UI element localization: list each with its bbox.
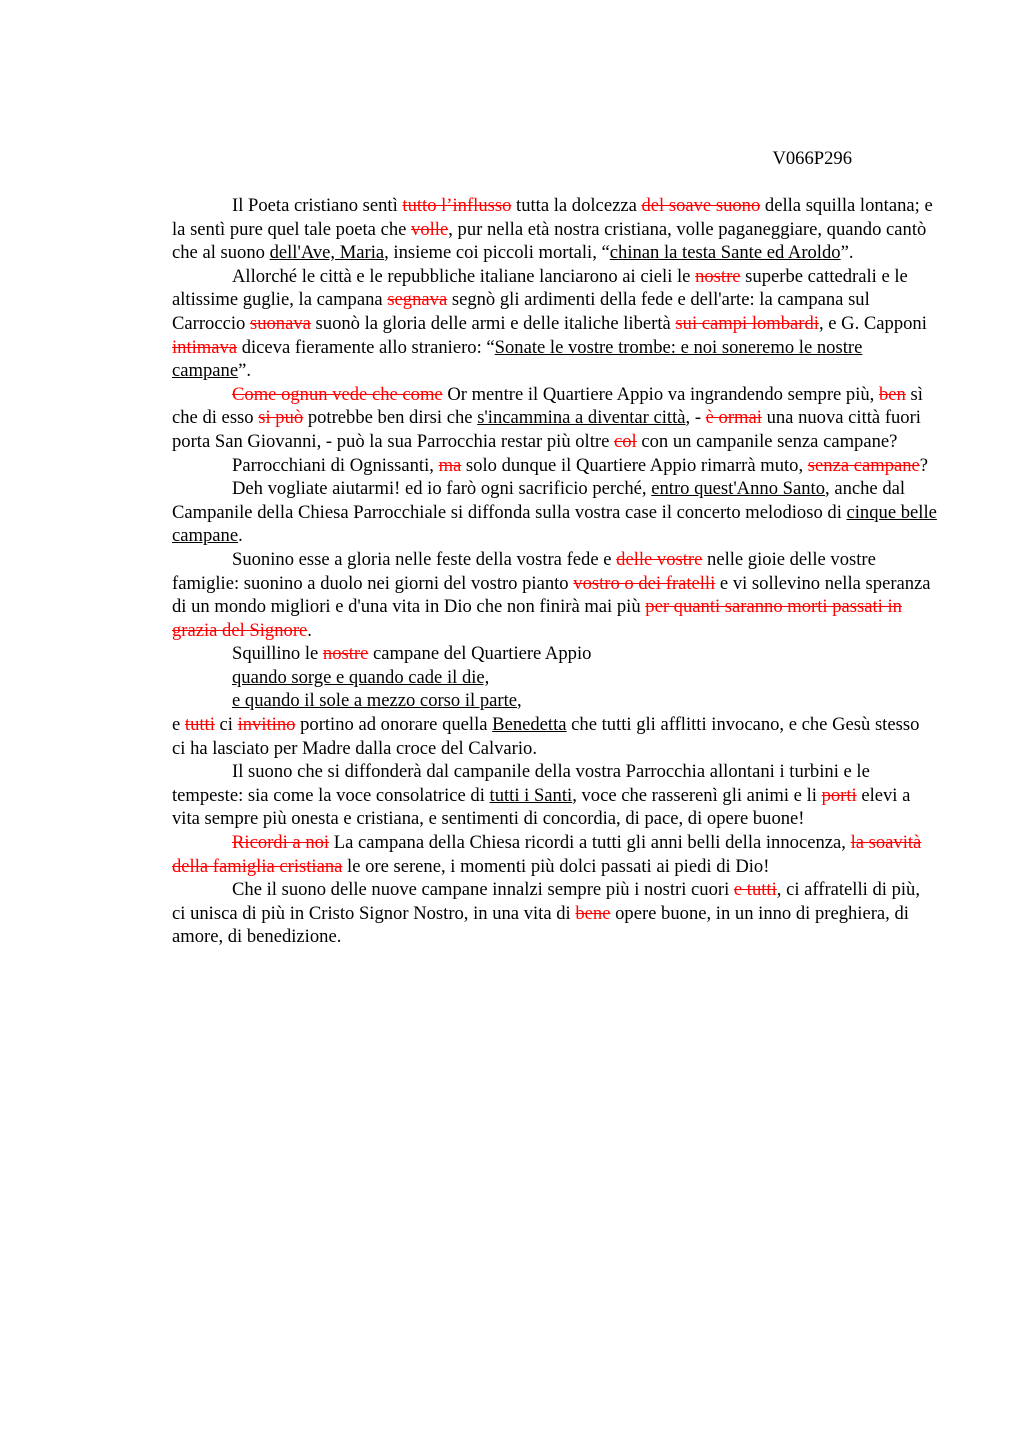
text-run: Il Poeta cristiano sentì — [232, 195, 403, 216]
underlined-text: tutti i Santi — [489, 784, 573, 806]
text-run: una nuova città fuori porta San Giovanni, - può la sua Parrocchia restar più oltre — [172, 407, 921, 452]
deleted-text: col — [613, 430, 637, 452]
verse-block — [172, 642, 937, 713]
paragraph — [172, 878, 937, 949]
paragraph — [172, 194, 937, 265]
document-body — [172, 194, 937, 949]
text-run: Or mentre il Quartiere Appio va ingrandendo sempre più, — [442, 383, 879, 405]
deleted-text: per quanti saranno morti passati in grazia del Signore — [172, 596, 902, 641]
text-run: e vi sollevino nella speranza di un mondo migliori e d'una vita in Dio che non finirà mai più — [172, 572, 931, 618]
text-run: , voce che rasserenì gli animi e li — [572, 784, 822, 806]
underlined-text: entro quest'Anno Santo — [651, 478, 826, 500]
text-run: solo dunque il Quartiere Appio rimarrà muto, — [461, 454, 808, 476]
underlined-text: Benedetta — [492, 714, 567, 736]
underlined-text: s'incammina a diventar città — [477, 407, 686, 429]
text-run: elevi a vita sempre più onesta e cristiana, e sentimenti di concordia, di pace, di opere buone! — [172, 784, 911, 830]
page-identifier: V066P296 — [772, 148, 852, 169]
deleted-text: porti — [821, 784, 857, 806]
text-run: segnò gli ardimenti della fede e dell'arte: la campana sul Carroccio — [172, 289, 870, 334]
text-run: , ci affratelli di più, ci unisca di più in Cristo Signor Nostro, in una vita di — [172, 879, 920, 924]
text-run: ? — [919, 454, 929, 476]
text-run: Suonino esse a gloria nelle feste della vostra fede e — [232, 548, 617, 570]
text-run: superbe cattedrali e le altissime guglie, la campana — [172, 265, 908, 311]
text-run: Squillino le — [232, 643, 323, 665]
deleted-text: sui campi lombardi — [675, 312, 819, 334]
text-run: tutta la dolcezza — [511, 195, 642, 216]
deleted-text: ben — [878, 383, 906, 405]
text-run: portino ad onorare quella — [295, 714, 493, 736]
deleted-text: intimava — [172, 336, 238, 358]
text-run: Deh vogliate aiutarmi! ed io farò ogni sacrificio perché, — [232, 478, 652, 500]
text-run: Che il suono delle nuove campane innalzi sempre più i nostri cuori — [232, 879, 734, 901]
text-run: ci — [214, 714, 238, 736]
deleted-text: vostro o dei fratelli — [573, 572, 716, 594]
paragraph — [172, 760, 937, 831]
underlined-text: cinque belle campane — [172, 501, 937, 547]
paragraph — [172, 477, 937, 548]
deleted-text: suonava — [249, 312, 311, 334]
deleted-text: e tutti — [733, 879, 777, 901]
text-run: Parrocchiani di Ognissanti, — [232, 454, 439, 476]
text-run: , anche dal Campanile della Chiesa Parrocchiale si diffonda sulla vostra case il concerto melodioso di — [172, 478, 906, 523]
text-run: Il suono che si diffonderà dal campanile della vostra Parrocchia allontani i turbini e le tempeste: sia come la voce consolatrice di — [172, 761, 870, 806]
verse-line — [172, 642, 937, 666]
text-run: e — [172, 714, 185, 736]
deleted-text: delle vostre — [616, 548, 703, 570]
text-run: con un campanile senza campane? — [636, 430, 898, 452]
text-run: che tutti gli afflitti invocano, e che Gesù stesso ci ha lasciato per Madre dalla croce del Calvario. — [172, 714, 920, 759]
paragraphs-after-verse — [172, 713, 937, 949]
deleted-text: Ricordi a noi — [232, 832, 330, 854]
text-run: opere buone, in un inno di preghiera, di amore, di benedizione. — [172, 902, 909, 948]
text-run: diceva fieramente allo straniero: “ — [237, 336, 495, 358]
text-run: , insieme coi piccoli mortali, “ — [384, 242, 610, 264]
text-run: , — [517, 690, 522, 712]
text-run: le ore serene, i momenti più dolci passati ai piedi di Dio! — [342, 855, 770, 877]
paragraph — [172, 383, 937, 454]
underlined-text: quando sorge e quando cade il die, — [232, 666, 490, 688]
paragraph — [172, 265, 937, 383]
deleted-text: nostre — [322, 643, 369, 665]
deleted-text: senza campane — [807, 454, 920, 476]
text-run: suonò la gloria delle armi e delle italiche libertà — [310, 312, 676, 334]
deleted-text: volle — [411, 218, 449, 240]
text-run: della squilla lontana; e la sentì pure quel tale poeta che — [172, 195, 933, 240]
text-run: . — [307, 619, 312, 641]
deleted-text: si può — [258, 407, 304, 429]
paragraph — [172, 713, 937, 760]
deleted-text: Come ognun vede che come — [232, 383, 443, 405]
text-run: nelle gioie delle vostre famiglie: suonino a duolo nei giorni del vostro pianto — [172, 548, 876, 594]
deleted-text: bene — [575, 902, 611, 924]
text-run: , - — [685, 407, 706, 429]
paragraph — [172, 831, 937, 878]
text-run: potrebbe ben dirsi che — [303, 407, 478, 429]
underlined-text: Sonate le vostre trombe: e noi soneremo le nostre campane — [172, 336, 863, 382]
verse-line — [172, 666, 937, 690]
underlined-text: chinan la testa Sante ed Aroldo — [609, 242, 841, 264]
paragraphs-before-verse — [172, 194, 937, 642]
deleted-text: tutti — [184, 714, 215, 736]
deleted-text: invitino — [237, 714, 296, 736]
deleted-text: ma — [438, 454, 462, 476]
underlined-text: dell'Ave, Maria — [269, 242, 385, 264]
paragraph — [172, 548, 937, 642]
text-run: ”. — [840, 242, 854, 264]
text-run: campane del Quartiere Appio — [368, 643, 592, 665]
deleted-text: del soave suono — [641, 195, 761, 216]
text-run: , pur nella età nostra cristiana, volle paganeggiare, quando cantò che al suono — [172, 218, 927, 264]
underlined-text: e quando il sole a mezzo corso il parte — [232, 690, 517, 712]
text-run: ”. — [238, 360, 251, 382]
text-run: Allorché le città e le repubbliche italiane lanciarono ai cieli le — [232, 265, 696, 287]
text-run: , e G. Capponi — [818, 312, 927, 334]
text-run: . — [238, 525, 243, 547]
text-run: sì che di esso — [172, 383, 923, 429]
deleted-text: nostre — [695, 265, 741, 287]
text-run: La campana della Chiesa ricordi a tutti gli anni belli della innocenza, — [329, 832, 851, 854]
deleted-text: tutto l’influsso — [402, 195, 512, 216]
verse-line — [172, 689, 937, 713]
deleted-text: la soavità della famiglia cristiana — [172, 832, 922, 877]
deleted-text: segnava — [387, 289, 448, 311]
paragraph — [172, 454, 937, 478]
deleted-text: è ormai — [705, 407, 762, 429]
